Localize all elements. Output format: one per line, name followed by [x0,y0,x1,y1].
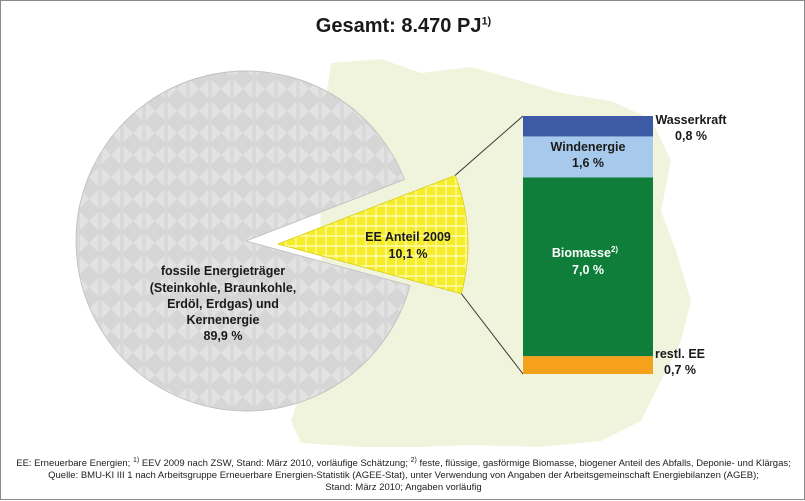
footnotes [11,455,796,494]
bar-value-wasserkraft: 0,8 % [675,129,707,143]
bar-label-windenergie: Windenergie [550,140,626,154]
pie-label-fossil-line4: Kernenergie [186,313,260,327]
bar-segment-restl-ee [523,356,653,374]
footnote-line-1 [11,455,796,470]
bar-label-wasserkraft: Wasserkraft [655,113,727,127]
footnote-ee: EE: Erneuerbare Energien; [16,458,131,470]
pie-value-ee: 10,1 % [388,247,428,261]
footnote-marker-2: 2) [410,457,417,464]
bar-segment-wasserkraft [523,116,653,136]
title-text: Gesamt: 8.470 PJ [315,15,482,37]
biomasse-footnote: 2) [610,245,619,254]
footnote-1-text: EEV 2009 nach ZSW, Stand: März 2010, vorläufige Schätzung; [141,458,408,470]
footnote-2-text: feste, flüssige, gasförmige Biomasse, biogener Anteil des Abfalls, Deponie- und Klärgas; [419,458,791,470]
pie-label-ee: EE Anteil 2009 [365,230,451,244]
bar-label-biomasse [552,245,619,260]
pie-value-fossil: 89,9 % [203,329,243,343]
footnote-line-2: Quelle: BMU-KI III 1 nach Arbeitsgruppe Erneuerbare Energien-Statistik (AGEE-Stat), unter Verwendung von Angaben der Arbeitsgemeinschaft Energiebilanzen (AGEB); [48,470,759,482]
pie-label-fossil-line3: Erdöl, Erdgas) und [167,297,279,311]
bar-value-windenergie: 1,6 % [572,156,604,170]
title-footnote-marker: 1) [481,15,492,28]
bar-value-restl-ee: 0,7 % [664,363,696,377]
bar-value-biomasse: 7,0 % [572,263,604,277]
footnote-line-3: Stand: März 2010; Angaben vorläufig [325,482,482,494]
chart-canvas [1,1,805,501]
pie-label-fossil-line2: (Steinkohle, Braunkohle, [149,281,297,295]
pie-label-fossil-line1: fossile Energieträger [160,264,286,278]
stacked-bar [523,116,653,374]
bar-label-restl-ee: restl. EE [654,347,706,361]
biomasse-name: Biomasse [551,246,611,260]
footnote-marker-1: 1) [132,457,140,464]
